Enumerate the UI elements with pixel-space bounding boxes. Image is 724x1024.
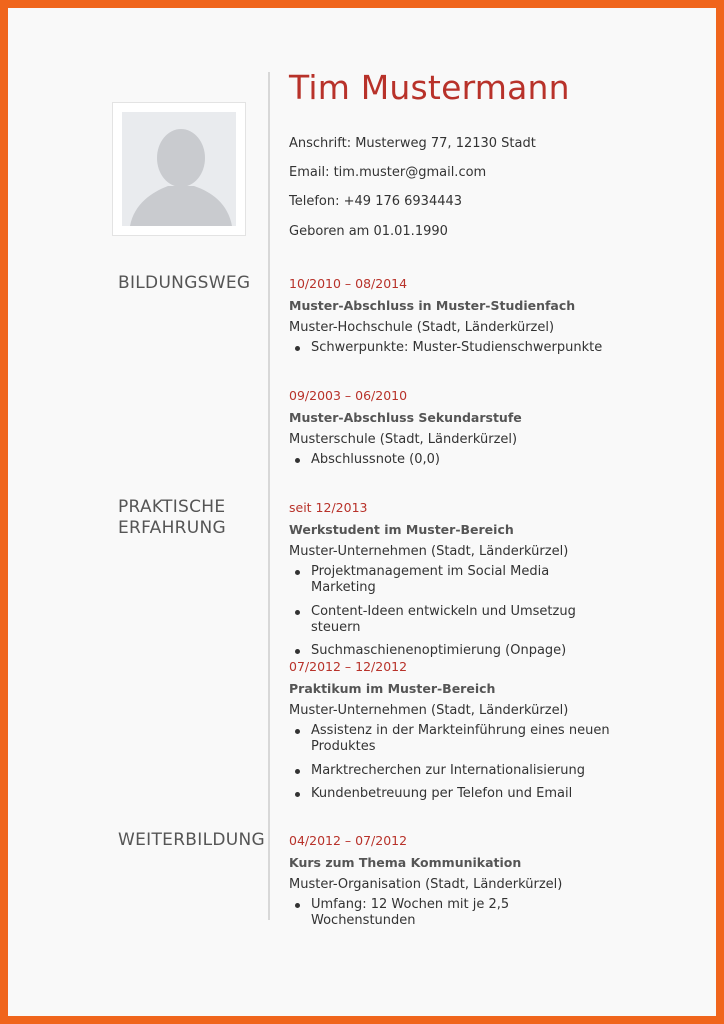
entry-organization: Musterschule (Stadt, Länderkürzel): [289, 432, 518, 447]
bullet-icon: [295, 729, 300, 734]
entry-bullet-list: [289, 452, 689, 468]
bullet-icon: [295, 458, 300, 463]
bullet-icon: [295, 792, 300, 797]
entry-title: Muster-Abschluss in Muster-Studienfach: [289, 298, 576, 313]
entry-date: 07/2012 – 12/2012: [289, 659, 408, 674]
entry-organization: Muster-Organisation (Stadt, Länderkürzel): [289, 877, 563, 892]
contact-birthdate: Geboren am 01.01.1990: [289, 224, 448, 239]
bullet-icon: [295, 570, 300, 575]
section-title-line: ERFAHRUNG: [118, 518, 227, 538]
person-silhouette-icon: [122, 112, 236, 226]
entry-bullet-list: [289, 897, 689, 929]
entry-bullet-list: [289, 564, 689, 659]
entry-organization: Muster-Hochschule (Stadt, Länderkürzel): [289, 320, 555, 335]
experience-entry: [289, 656, 689, 810]
bullet-text: Assistenz in der Markteinführung eines neuen Produktes: [311, 723, 610, 754]
entry-date: 10/2010 – 08/2014: [289, 276, 408, 291]
list-item: [289, 452, 611, 468]
bullet-text: Umfang: 12 Wochen mit je 2,5 Wochenstunden: [311, 897, 510, 928]
section-title-line: PRAKTISCHE: [118, 497, 226, 517]
bullet-icon: [295, 610, 300, 615]
avatar: [122, 112, 236, 226]
training-entry: [289, 830, 689, 937]
page-title: Tim Mustermann: [289, 68, 570, 107]
bullet-text: Schwerpunkte: Muster-Studienschwerpunkte: [311, 340, 603, 355]
contact-email: Email: tim.muster@gmail.com: [289, 165, 487, 180]
entry-title: Muster-Abschluss Sekundarstufe: [289, 410, 522, 425]
bullet-text: Marktrecherchen zur Internationalisierung: [311, 762, 585, 778]
list-item: [289, 723, 611, 755]
experience-entry: [289, 497, 689, 667]
entry-organization: Muster-Unternehmen (Stadt, Länderkürzel): [289, 703, 569, 718]
entry-date: 04/2012 – 07/2012: [289, 833, 408, 848]
bullet-icon: [295, 769, 300, 774]
entry-bullet-list: [289, 340, 689, 356]
section-title-education: BILDUNGSWEG: [118, 273, 251, 293]
section-title-experience: [118, 497, 226, 539]
list-item: [289, 564, 611, 596]
section-title-training: WEITERBILDUNG: [118, 830, 265, 850]
vertical-divider: [268, 72, 270, 920]
contact-phone: Telefon: +49 176 6934443: [289, 194, 463, 209]
bullet-icon: [295, 346, 300, 351]
entry-date: 09/2003 – 06/2010: [289, 388, 408, 403]
list-item: [289, 340, 611, 356]
bullet-text: Kundenbetreuung per Telefon und Email: [311, 786, 573, 801]
list-item: [289, 786, 611, 802]
bullet-text: Abschlussnote (0,0): [311, 452, 440, 467]
entry-organization: Muster-Unternehmen (Stadt, Länderkürzel): [289, 544, 569, 559]
bullet-text: Content-Ideen entwickeln und Umsetzug steuern: [311, 603, 576, 635]
contact-address: Anschrift: Musterweg 77, 12130 Stadt: [289, 136, 536, 151]
list-item: [289, 897, 611, 929]
entry-title: Werkstudent im Muster-Bereich: [289, 522, 514, 537]
list-item: [289, 604, 611, 636]
entry-bullet-list: [289, 723, 689, 802]
entry-title: Praktikum im Muster-Bereich: [289, 681, 496, 696]
entry-title: Kurs zum Thema Kommunikation: [289, 855, 522, 870]
education-entry: [289, 273, 689, 364]
bullet-text: Projektmanagement im Social Media Marketing: [311, 564, 550, 595]
education-entry: [289, 385, 689, 476]
list-item: [289, 763, 611, 779]
profile-photo-frame: [112, 102, 246, 236]
bullet-text: Suchmaschienenoptimierung (Onpage): [311, 643, 567, 658]
bullet-icon: [295, 649, 300, 654]
bullet-icon: [295, 903, 300, 908]
entry-date: seit 12/2013: [289, 500, 368, 515]
